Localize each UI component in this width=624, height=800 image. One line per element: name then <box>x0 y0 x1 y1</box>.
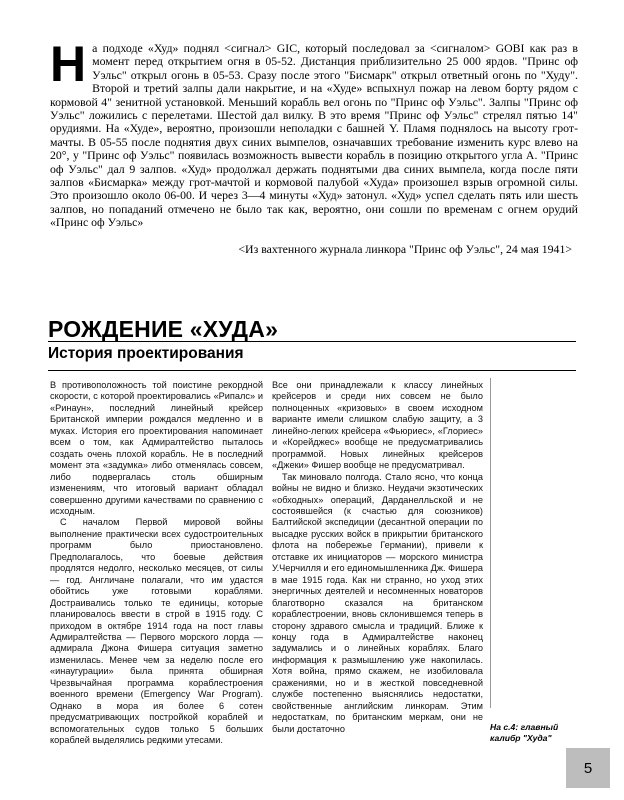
intro-source: <Из вахтенного журнала линкора "Принс оф Уэльс", 24 мая 1941> <box>238 241 572 256</box>
title-rule-top <box>48 341 576 342</box>
page-number-tab <box>566 748 610 788</box>
text-column-right <box>272 380 483 735</box>
title-rule-bottom <box>48 370 576 371</box>
page-number: 5 <box>583 759 593 777</box>
paragraph: С началом Первой мировой войны выполнение практически всех судостроительных программ было приостановлено. Предполагалось, что боевые действия продлятся недолго, несколько месяцев, от силы — год. Англичане полагали, что им удастся обойтись уже готовыми кораблями. Достраивались только те единицы, которые планировалось ввести в строй в 1915 году. С приходом в октябре 1914 года на пост главы Адмиралтейства — Первого морского лорда — адмирала Джона Фишера ситуация заметно изменилась. Менее чем за неделю после его «инаугурации» была принята обширная Чрезвычайная программа кораблестроения военного времени (Emergency War Program). Однако в мора ия более 6 сотен предусматривающих постройкой кораблей и вспомогательных судов только 5 больших кораблей выделялись редкими утесами. <box>50 517 263 746</box>
paragraph: Все они принадлежали к классу линейных крейсеров и среди них совсем не было полноценных «кризовых» в своем исходном варианте имели слишком слабую защиту, а 3 линейно-легких крейсера «Фьюриес», «Глориес» и «Корейджес» вообще не предусматривались программой. Новых линейных крейсеров «Джеки» Фишер вообще не предусматривал. <box>272 380 483 471</box>
paragraph: Так миновало полгода. Стало ясно, что конца войны не видно и близко. Неудачи экзотических «обходных» операций, Дарданелльской и не состоявшейся (к счастью для союзников) Балтийской экспедиции (десантной операции по высадке русских войск в прикрытии британского флота на побережье Германии), привели к отставке их инициаторов — морского министра У.Черчилля и его единомышленника Дж. Фишера в мае 1915 года. Как ни странно, но уход этих энергичных деятелей и несомненных новаторов благотворно сказался на британском кораблестроении, вновь склонившемся теперь в сторону здравого смысла и традиций. Ближе к концу года в Адмиралтействе наконец задумались и о линейных кораблях. Благо информация к размышлению уже накопилась. Хотя война, прямо скажем, не изобиловала сражениями, но и в жесткой повседневной службе постепенно выяснялись недостатки, свойственные английским линкорам. Этим недостаткам, по британским меркам, они не были достаточно <box>272 471 483 734</box>
intro-epigraph <box>50 36 578 256</box>
section-title: История проектирования <box>48 345 244 362</box>
margin-column <box>490 378 577 708</box>
photo-caption: На с.4: главный калибр "Худа" <box>490 722 559 743</box>
intro-text: а подходе «Худ» поднял <сигнал> GIC, который последовал за <сигналом> GOBI как раз в момент перед открытием огня в 05-52. Дистанция приблизительно 25 000 ярдов. "Принс оф Уэльс" открыл огонь в 05-53. Сразу после этого "Бисмарк" открыл ответный огонь по "Худу". Второй и третий залпы дали накрытие, и на «Худе» вспыхнул пожар на левом борту рядом с кормовой 4" зенитной установкой. Меньший корабль вел огонь по "Принс оф Уэльс". Залпы "Принс оф Уэльс" ложились с перелетами. Шестой дал вилку. В это время "Принс оф Уэльс" стрелял пятью 14" орудиями. На «Худе», вероятно, произошли неполадки с башней Y. Пламя поднялось на высоту грот-мачты. В 05-55 после поднятия двух синих вымпелов, означавших требование изменить курс влево на 20°, у "Принс оф Уэльс" появилась возможность вывести корабль в позицию открытого угла A. "Принс оф Уэльс" дал 9 залпов. «Худ» продолжал держать поднятыми два синих вымпела, когда после пяти залпов «Бисмарка» между грот-мачтой и кормовой палубой «Худа» произошел взрыв огромной силы. Это произошло около 06-00. И через 3—4 минуты «Худ» затонул. «Худ» успел сделать пять или шесть залпов, но попаданий отмечено не было так как, вероятно, они сошли по временам с огнем орудий «Принс оф Уэльс» <box>50 41 578 230</box>
chapter-title: РОЖДЕНИЕ «ХУДА» <box>48 316 279 342</box>
text-column-left <box>50 380 263 747</box>
drop-cap: Н <box>50 36 87 92</box>
paragraph: В противоположность той поистине рекордной скорости, с которой проектировались «Рипалс» и «Ринаун», последний линейный крейсер Британской империи рождался медленно и в муках. История его проектирования напоминает всем о том, как Адмиралтейство пыталось создать очень плохой корабль. Не в последний момент эта «задумка» либо отменялась совсем, либо подвергалась столь обширным изменениям, что итоговый вариант обладал совершенно другими качествами по сравнению с исходным. <box>50 380 263 516</box>
